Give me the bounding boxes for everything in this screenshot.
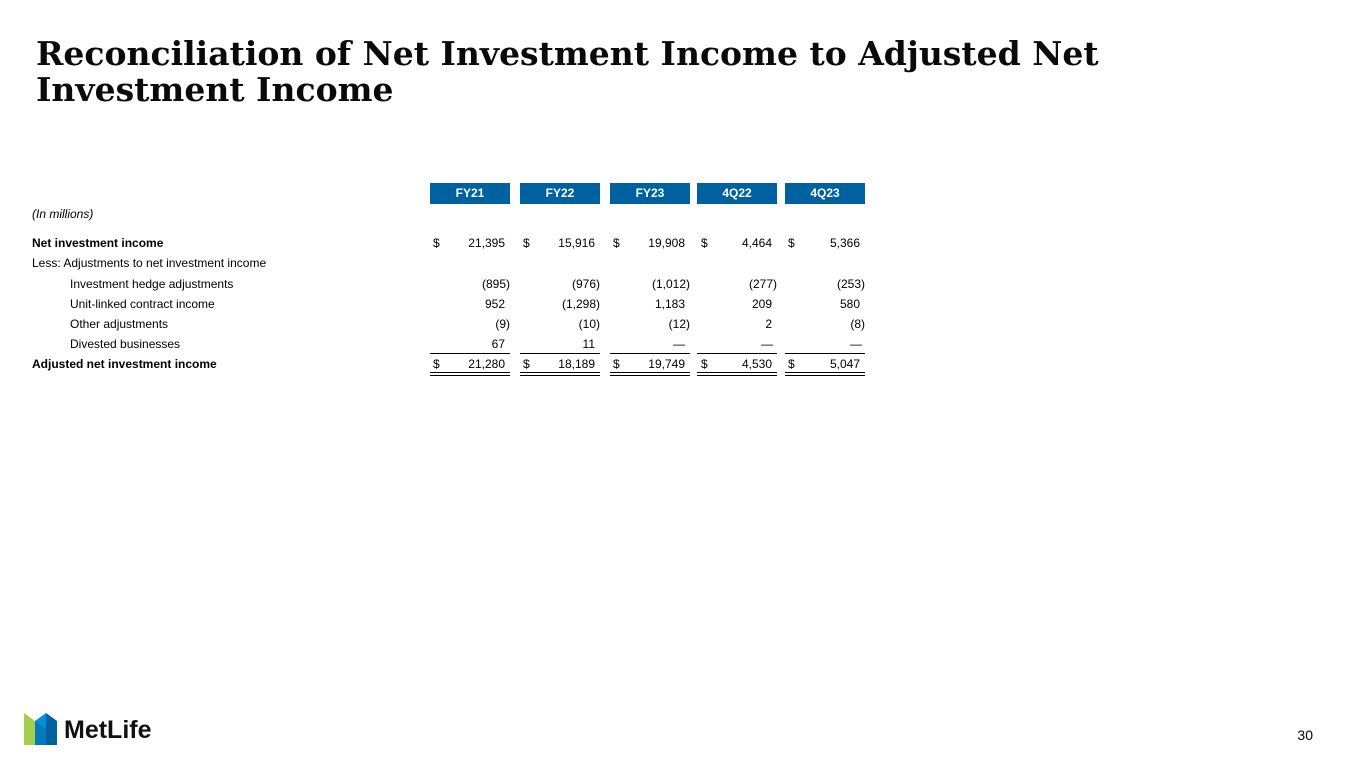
column-header-4q23: 4Q23 [785,183,865,204]
table-cell: 11 [582,337,595,351]
total-double-underline [430,372,510,376]
table-cell: 209 [751,297,772,311]
table-cell: (1,298) [561,297,600,311]
table-cell: 67 [491,337,505,351]
currency-symbol: $ [788,236,795,250]
table-cell: 15,916 [558,236,595,250]
subtotal-underline [430,353,510,354]
subtotal-underline [785,353,865,354]
total-double-underline [610,372,690,376]
total-double-underline [785,372,865,376]
table-cell: (10) [578,317,600,331]
page-title: Reconciliation of Net Investment Income to Adjusted Net Investment Income [36,34,1099,109]
currency-symbol: $ [613,357,620,371]
row-label-less-adjustments: Less: Adjustments to net investment income [32,256,267,270]
subtotal-underline [520,353,600,354]
currency-symbol: $ [613,236,620,250]
column-header-fy21: FY21 [430,183,510,204]
currency-symbol: $ [523,236,530,250]
column-header-fy23: FY23 [610,183,690,204]
row-label-investment-hedge: Investment hedge adjustments [70,277,234,291]
table-cell: (895) [481,277,510,291]
table-cell: — [850,337,862,351]
table-cell: (9) [495,317,510,331]
currency-symbol: $ [523,357,530,371]
table-cell: 19,908 [648,236,685,250]
table-cell: 21,395 [468,236,505,250]
currency-symbol: $ [433,236,440,250]
table-cell: (253) [836,277,865,291]
svg-text:MetLife: MetLife [64,716,152,744]
currency-symbol: $ [701,357,708,371]
total-double-underline [520,372,600,376]
table-cell: 5,047 [829,357,860,371]
table-cell: (277) [748,277,777,291]
subtotal-underline [610,353,690,354]
table-cell: 4,464 [741,236,772,250]
currency-symbol: $ [701,236,708,250]
row-label-divested-businesses: Divested businesses [70,337,181,351]
table-cell: (12) [668,317,690,331]
table-cell: 21,280 [468,357,505,371]
table-cell: (1,012) [651,277,690,291]
table-cell: 1,183 [654,297,685,311]
metlife-logo [24,711,169,747]
table-cell: 2 [765,317,772,331]
currency-symbol: $ [788,357,795,371]
table-cell: (976) [571,277,600,291]
subtotal-underline [697,353,777,354]
row-label-net-investment-income: Net investment income [32,236,164,250]
row-label-adjusted-nii: Adjusted net investment income [32,357,217,371]
row-label-unit-linked: Unit-linked contract income [70,297,215,311]
metlife-logo-mark-icon [24,711,169,747]
units-note: (In millions) [32,207,94,221]
table-cell: — [673,337,685,351]
table-cell: 5,366 [829,236,860,250]
column-header-fy22: FY22 [520,183,600,204]
currency-symbol: $ [433,357,440,371]
column-header-4q22: 4Q22 [697,183,777,204]
table-cell: (8) [850,317,865,331]
total-double-underline [697,372,777,376]
table-cell: — [761,337,773,351]
table-cell: 4,530 [741,357,772,371]
table-cell: 18,189 [558,357,595,371]
table-cell: 580 [839,297,860,311]
page-number: 30 [1297,727,1313,743]
table-cell: 19,749 [648,357,685,371]
table-cell: 952 [484,297,505,311]
row-label-other-adjustments: Other adjustments [70,317,169,331]
